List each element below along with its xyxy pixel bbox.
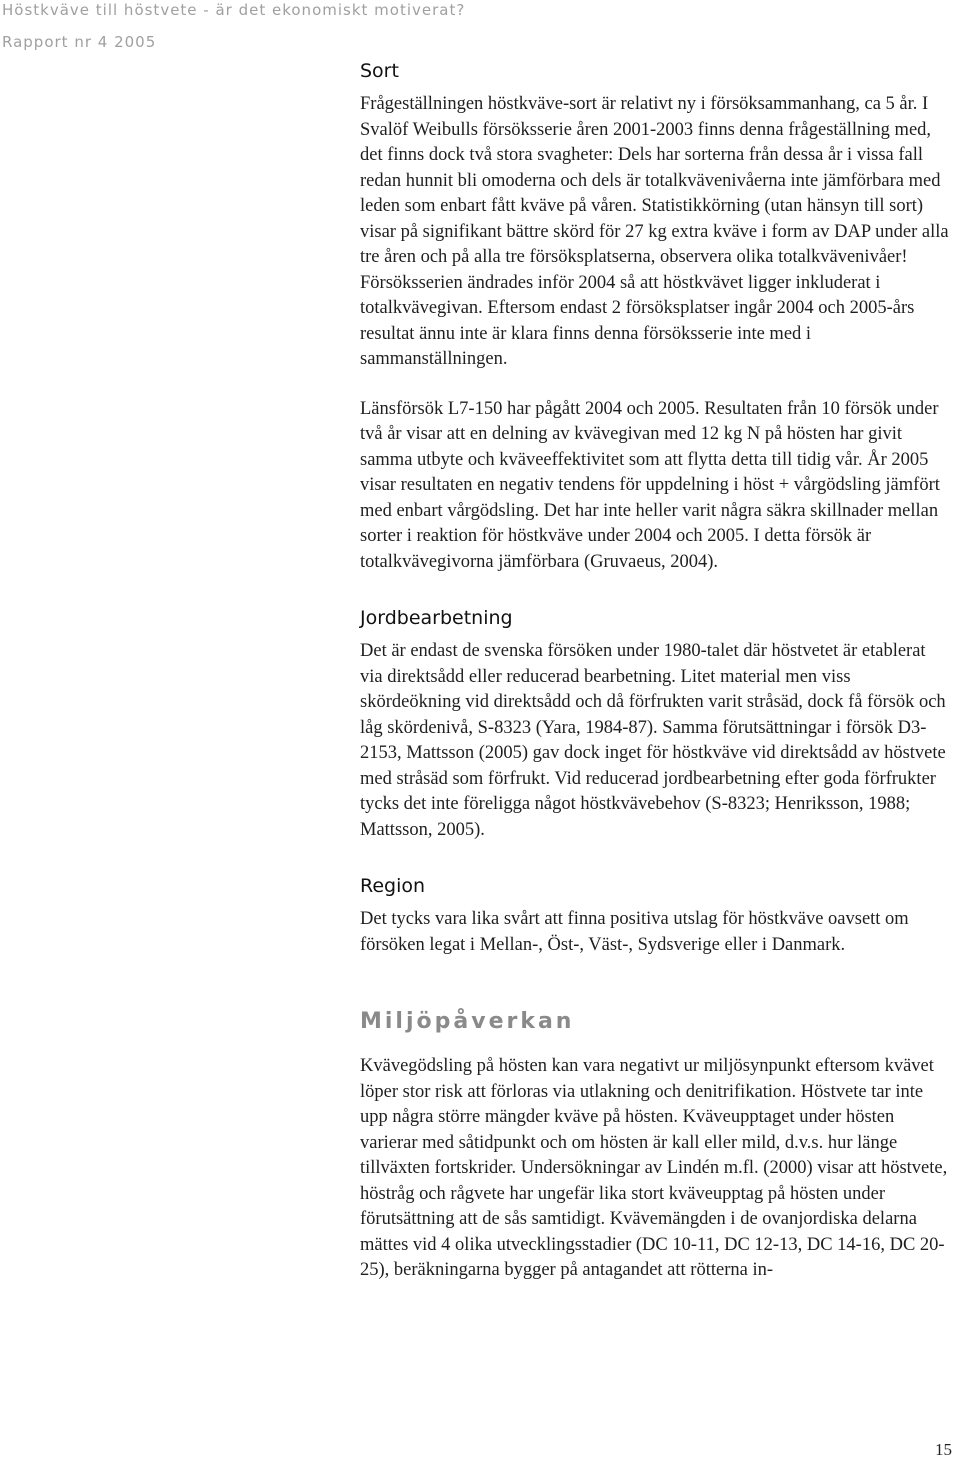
running-header (2, 0, 465, 52)
page-number: 15 (935, 1440, 952, 1459)
heading-region: Region (360, 875, 426, 897)
heading-sort: Sort (360, 60, 399, 82)
main-content (360, 58, 952, 1284)
report-number: Rapport nr 4 2005 (2, 33, 157, 51)
heading-miljopaverkan: Miljöpåverkan (360, 1009, 575, 1034)
paragraph-miljopaverkan: Kvävegödsling på hösten kan vara negativt ur miljösynpunkt eftersom kvävet löper stor risk att förloras via utlakning och denitrifikation. Höstvete tar inte upp några större mängder kväve på hösten. Kväveupptaget under hösten varierar med såtidpunkt och om hösten är kall eller mild, d.v.s. hur länge tillväxten fortskrider. Undersökningar av Lindén m.fl. (2000) visar att höstvete, höstråg och rågvete har ungefär lika stort kväveupptag på hösten under förutsättning att de sås samtidigt. Kvävemängden i de ovanjordiska delarna mättes vid 4 olika utvecklingsstadier (DC 10-11, DC 12-13, DC 14-16, DC 20-25), beräkningarna bygger på antagandet att rötterna in- (360, 1056, 948, 1280)
paragraph-region: Det tycks vara lika svårt att finna positiva utslag för höstkväve oavsett om försöken legat i Mellan-, Öst-, Väst-, Sydsverige eller i Danmark. (360, 909, 909, 955)
heading-jordbearbetning: Jordbearbetning (360, 607, 513, 629)
paragraph-jordbearbetning: Det är endast de svenska försöken under 1980-talet där höstvetet är etablerat via direktsådd eller reducerad bearbetning. Litet material men viss skördeökning vid direktsådd och då förfrukten varit stråsäd, dock få försök och låg skördenivå, S-8323 (Yara, 1984-87). Samma förutsättningar i försök D3-2153, Mattsson (2005) gav dock inget för höstkväve vid direktsådd av höstvete med stråsäd som förfrukt. Vid reducerad jordbearbetning efter goda förfrukter tycks det inte föreligga något höstkvävebehov (S-8323; Henriksson, 1988; Mattsson, 2005). (360, 641, 946, 840)
paragraph-sort-1: Frågeställningen höstkväve-sort är relativt ny i försöksammanhang, ca 5 år. I Svalöf Weibulls försöksserie åren 2001-2003 finns denna frågeställning med, det finns dock två stora svagheter: Dels har sorterna från dessa år i vissa fall redan hunnit bli omoderna och dels är totalkvävenivåerna inte jämförbara med leden som enbart fått kväve på våren. Statistikkörning (utan hänsyn till sort) visar på signifikant bättre skörd för 27 kg extra kväve i form av DAP under alla tre åren och på alla tre försöksplatserna, observera olika totalkvävenivåer! Försöksserien ändrades inför 2004 så att höstkvävet ligger inkluderat i totalkvävegivan. Eftersom endast 2 försöksplatser ingår 2004 och 2005-års resultat ännu inte är klara finns denna försöksserie inte med i sammanställningen. (360, 94, 949, 369)
paragraph-sort-2: Länsförsök L7-150 har pågått 2004 och 2005. Resultaten från 10 försök under två år visar att en delning av kvävegivan med 12 kg N på hösten har givit samma utbyte och kväveeffektivitet som att flytta detta till tidig vår. År 2005 visar resultaten en negativ tendens för uppdelning i höst + vårgödsling jämfört med enbart vårgödsling. Det har inte heller varit några säkra skillnader mellan sorter i reaktion för höstkväve under 2004 och 2005. I detta försök är totalkvävegivorna jämförbara (Gruvaeus, 2004). (360, 398, 940, 572)
document-title: Höstkväve till höstvete - är det ekonomiskt motiverat? (2, 1, 466, 19)
